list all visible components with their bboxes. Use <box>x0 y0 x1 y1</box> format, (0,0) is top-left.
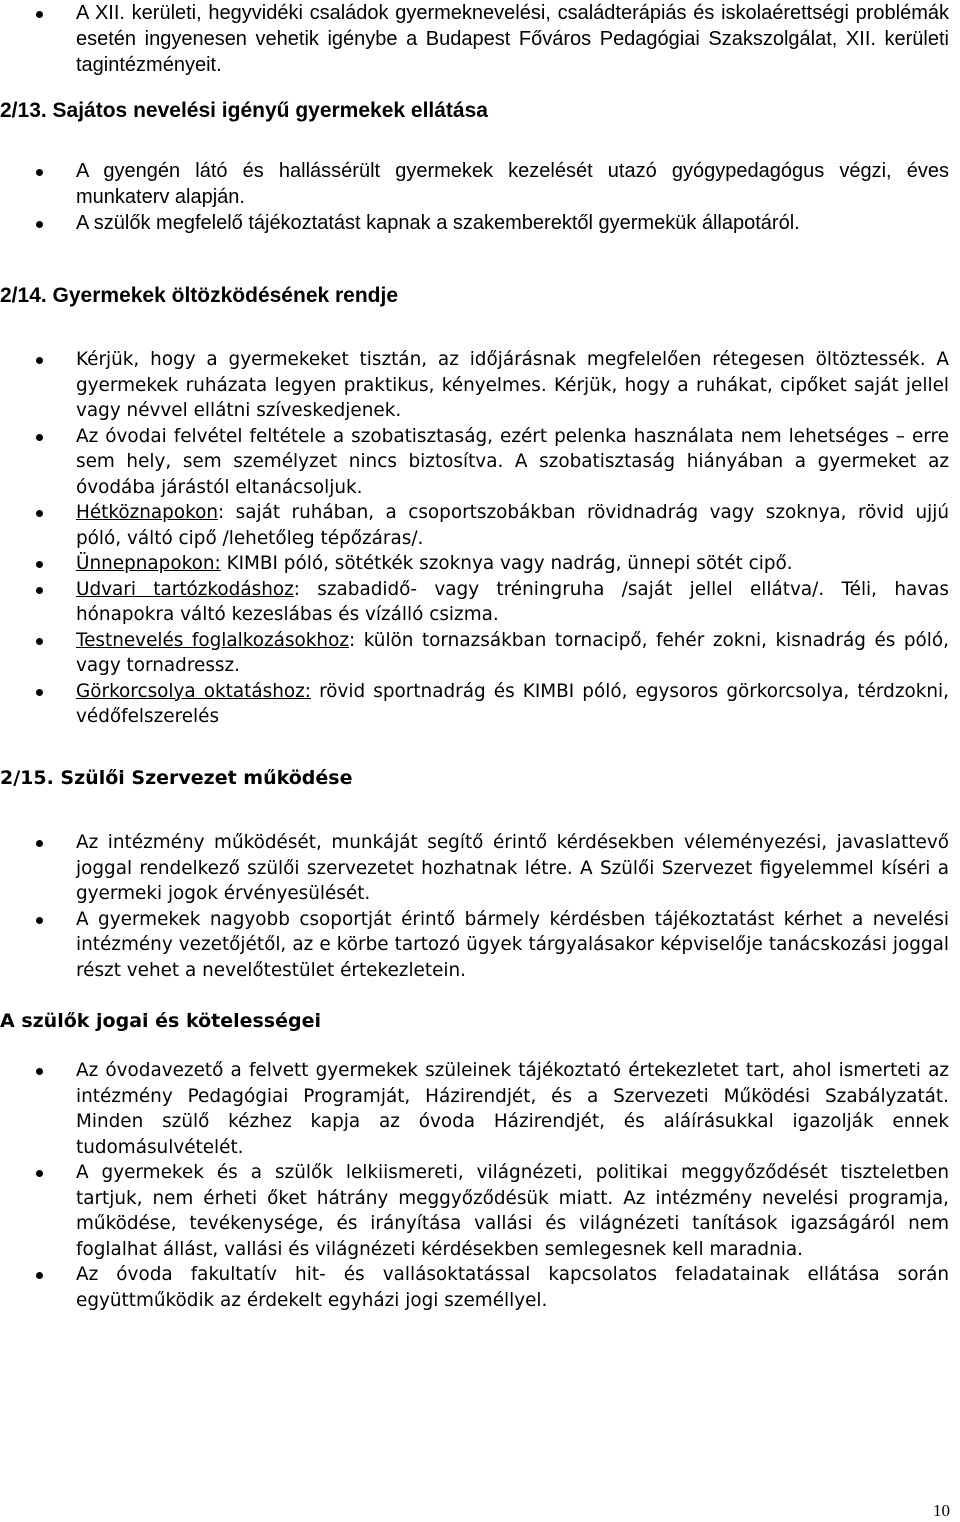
list-item: Az óvodavezető a felvett gyermekek szüleinek tájékoztató értekezletet tart, ahol ismerteti az intézmény Pedagógiai Programját, Házirendjét, és a Szervezeti Működési Szabályzatát. Minden szülő kézhez kapja az óvoda Házirendjét, és aláírásukkal igazolják ennek tudomásulvételét. <box>0 1058 960 1160</box>
item-label: Ünnepnapokon: <box>76 553 221 574</box>
section-heading-2-14: 2/14. Gyermekek öltözködésének rendje <box>0 284 399 307</box>
bullet-icon <box>36 169 43 176</box>
bullet-icon <box>36 1170 43 1177</box>
section-heading-rights: A szülők jogai és kötelességei <box>0 1010 322 1032</box>
section-2-14-list <box>0 347 960 730</box>
intro-section <box>0 0 960 78</box>
bullet-icon <box>36 638 43 645</box>
list-item: Görkorcsolya oktatáshoz: rövid sportnadrág és KIMBI póló, egysoros görkorcsolya, térdzokni, védőfelszerelés <box>0 679 960 730</box>
list-item: Testnevelés foglalkozásokhoz: külön tornazsákban tornacipő, fehér zokni, kisnadrág és póló, vagy tornadressz. <box>0 628 960 679</box>
list-item: Udvari tartózkodáshoz: szabadidő- vagy tréningruha /saját jellel ellátva/. Téli, havas hónapokra váltó kezeslábas és vízálló csizma. <box>0 577 960 628</box>
bullet-icon <box>36 1068 43 1075</box>
section-2-15-list <box>0 830 960 983</box>
intro-list <box>0 0 960 78</box>
list-item: A gyengén látó és hallássérült gyermekek kezelését utazó gyógypedagógus végzi, éves munkaterv alapján. <box>0 158 960 210</box>
bullet-icon <box>36 357 43 364</box>
list-item: Az intézmény működését, munkáját segítő érintő kérdésekben véleményezési, javaslattevő joggal rendelkező szülői szervezetet hozhatnak létre. A Szülői Szervezet figyelemmel kíséri a gyermeki jogok érvényesülését. <box>0 830 960 907</box>
bullet-icon <box>36 11 43 18</box>
bullet-icon <box>36 917 43 924</box>
section-heading-2-13: 2/13. Sajátos nevelési igényű gyermekek ellátása <box>0 99 488 122</box>
list-item: A gyermekek nagyobb csoportját érintő bármely kérdésben tájékoztatást kérhet a nevelési intézmény vezetőjétől, az e körbe tartozó ügyek tárgyalásakor képviselője tanácskozási joggal részt vehet a nevelőtestület értekezletein. <box>0 907 960 984</box>
list-item: Az óvoda fakultatív hit- és vallásoktatással kapcsolatos feladatainak ellátása során együttműködik az érdekelt egyházi jogi személlyel. <box>0 1262 960 1313</box>
page-number: 10 <box>933 1501 950 1520</box>
item-label: Testnevelés foglalkozásokhoz <box>76 629 349 651</box>
list-item: A XII. kerületi, hegyvidéki családok gyermeknevelési, családterápiás és iskolaérettségi problémák esetén ingyenesen vehetik igénybe a Budapest Főváros Pedagógiai Szakszolgálat, XII. kerületi tagintézményeit. <box>0 0 960 78</box>
bullet-icon <box>36 587 43 594</box>
section-2-13-list <box>0 158 960 236</box>
bullet-icon <box>36 221 43 228</box>
list-item: Ünnepnapokon: KIMBI póló, sötétkék szoknya vagy nadrág, ünnepi sötét cipő. <box>0 551 960 577</box>
item-label: Görkorcsolya oktatáshoz: <box>76 680 311 702</box>
item-label: Hétköznapokon <box>76 502 219 523</box>
list-item: A szülők megfelelő tájékoztatást kapnak a szakemberektől gyermekük állapotáról. <box>0 210 960 236</box>
list-item: Hétköznapokon: saját ruhában, a csoportszobákban rövidnadrág vagy szoknya, rövid ujjú póló, váltó cipő /lehetőleg tépőzáras/. <box>0 500 960 551</box>
bullet-icon <box>36 1272 43 1279</box>
item-label: Udvari tartózkodáshoz <box>76 578 294 600</box>
bullet-icon <box>36 434 43 441</box>
section-heading-2-15: 2/15. Szülői Szervezet működése <box>0 767 353 789</box>
list-item: Az óvodai felvétel feltétele a szobatisztaság, ezért pelenka használata nem lehetséges – erre sem hely, sem személyzet nincs biztosítva. A szobatisztaság hiányában a gyermeket az óvodába járástól eltanácsoljuk. <box>0 424 960 501</box>
list-item: Kérjük, hogy a gyermekeket tisztán, az időjárásnak megfelelően rétegesen öltöztessék. A gyermekek ruházata legyen praktikus, kényelmes. Kérjük, hogy a ruhákat, cipőket saját jellel vagy névvel ellátni szíveskedjenek. <box>0 347 960 424</box>
bullet-icon <box>36 840 43 847</box>
bullet-icon <box>36 510 43 517</box>
bullet-icon <box>36 561 43 568</box>
bullet-icon <box>36 689 43 696</box>
rights-list <box>0 1058 960 1313</box>
list-item: A gyermekek és a szülők lelkiismereti, világnézeti, politikai meggyőződését tiszteletben tartjuk, nem érheti őket hátrány meggyőződésük miatt. Az intézmény nevelési programja, működése, tevékenysége, és irányítása vallási és világnézeti tanítások igazságáról nem foglalhat állást, vallási és világnézeti kérdésekben semlegesnek kell maradnia. <box>0 1160 960 1262</box>
